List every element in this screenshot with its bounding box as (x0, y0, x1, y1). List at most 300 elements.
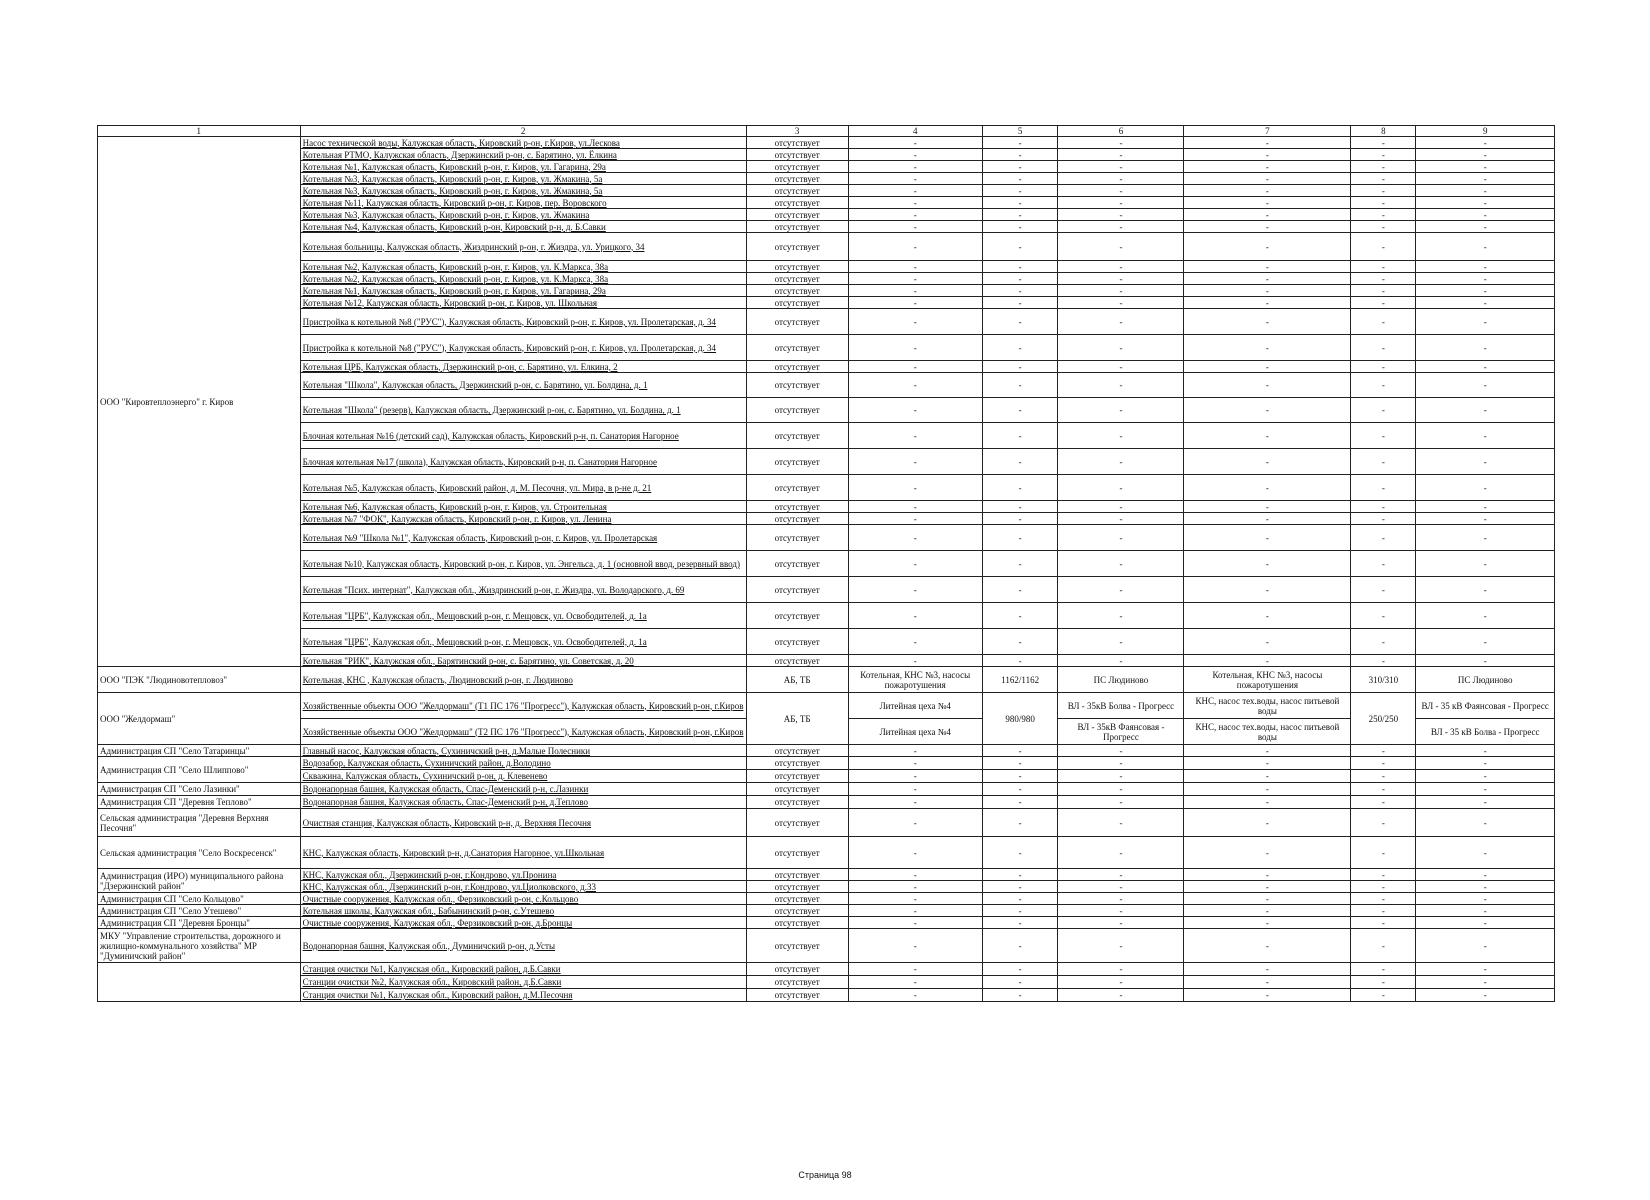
dash-cell: - (1351, 963, 1416, 976)
dash-cell: - (848, 233, 982, 261)
object-cell: Котельная №9 "Школа №1", Калужская область, Кировский р-он, г. Киров, ул. Пролетарская (300, 525, 746, 551)
dash-cell: - (1351, 881, 1416, 893)
dash-cell: - (1184, 309, 1351, 335)
dash-cell: - (848, 963, 982, 976)
object-cell: Очистная станция, Калужская область, Кировский р-н, д. Верхняя Песочня (300, 809, 746, 837)
dash-cell: - (1058, 770, 1184, 783)
dash-cell: - (1351, 603, 1416, 629)
dash-cell: - (1351, 398, 1416, 423)
dash-cell: - (1058, 161, 1184, 173)
dash-cell: - (1058, 335, 1184, 361)
dash-cell: - (982, 398, 1058, 423)
dash-cell: - (1184, 475, 1351, 501)
dash-cell: - (848, 893, 982, 905)
dash-cell: - (1416, 309, 1555, 335)
dash-cell: - (1351, 809, 1416, 837)
dash-cell: - (982, 745, 1058, 757)
table-row (98, 693, 1555, 719)
object-cell: Блочная котельная №17 (школа), Калужская область, Кировский р-н, п. Санатория Нагорное (300, 449, 746, 475)
object-cell: Котельная школы, Калужская обл., Бабынинский р-он, с.Утешево (300, 905, 746, 917)
dash-cell: - (1058, 917, 1184, 929)
dash-cell: - (1058, 137, 1184, 149)
dash-cell: - (982, 513, 1058, 525)
dash-cell: - (1416, 757, 1555, 770)
dash-cell: - (982, 209, 1058, 221)
owner-cell: МКУ "Управление строительства, дорожного и жилищно-коммунального хозяйства" МР "Думиничский район" (98, 929, 301, 963)
owner-cell: ООО "Желдормаш" (98, 693, 301, 745)
dash-cell: - (848, 976, 982, 989)
table-row (98, 989, 1555, 1002)
col-header: 6 (1058, 126, 1184, 137)
dash-cell: - (982, 783, 1058, 796)
dash-cell: - (982, 603, 1058, 629)
object-cell: Хозяйственные объекты ООО "Желдормаш" (Т1 ПС 176 "Прогресс"), Калужская область, Кировский р-он, г.Киров (300, 693, 746, 719)
dash-cell: - (1416, 501, 1555, 513)
dash-cell: - (1351, 233, 1416, 261)
col6-cell: ВЛ - 35кВ Фаянсовая - Прогресс (1058, 719, 1184, 745)
page-number: Страница 98 (798, 1170, 852, 1180)
dash-cell: - (982, 963, 1058, 976)
dash-cell: - (1184, 373, 1351, 398)
dash-cell: - (982, 881, 1058, 893)
object-cell: Насос технической воды, Калужская область, Кировский р-он, г.Киров, ул.Лескова (300, 137, 746, 149)
dash-cell: - (1416, 905, 1555, 917)
reserve-cell: отсутствует (746, 837, 848, 869)
dash-cell: - (982, 796, 1058, 809)
dash-cell: - (982, 809, 1058, 837)
dash-cell: - (848, 809, 982, 837)
reserve-cell: отсутствует (746, 757, 848, 770)
object-cell: Котельная больницы, Калужская область, Жиздринский р-он, г. Жиздра, ул. Урицкого, 34 (300, 233, 746, 261)
dash-cell: - (1058, 297, 1184, 309)
col-header: 7 (1184, 126, 1351, 137)
dash-cell: - (982, 929, 1058, 963)
dash-cell: - (1184, 221, 1351, 233)
dash-cell: - (848, 185, 982, 197)
dash-cell: - (848, 373, 982, 398)
reserve-cell: отсутствует (746, 783, 848, 796)
dash-cell: - (1416, 261, 1555, 273)
dash-cell: - (1416, 869, 1555, 881)
object-cell: Водонапорная башня, Калужская обл., Думиничский р-он, д.Усты (300, 929, 746, 963)
dash-cell: - (1184, 273, 1351, 285)
dash-cell: - (1351, 577, 1416, 603)
dash-cell: - (848, 917, 982, 929)
dash-cell: - (848, 149, 982, 161)
dash-cell: - (848, 929, 982, 963)
dash-cell: - (1058, 501, 1184, 513)
dash-cell: - (1351, 525, 1416, 551)
dash-cell: - (1351, 449, 1416, 475)
table-row (98, 475, 1555, 501)
dash-cell: - (1184, 297, 1351, 309)
dash-cell: - (1058, 423, 1184, 449)
dash-cell: - (1416, 173, 1555, 185)
reserve-cell: отсутствует (746, 989, 848, 1002)
table-row (98, 361, 1555, 373)
table-row (98, 893, 1555, 905)
dash-cell: - (1416, 963, 1555, 976)
col8-cell: 250/250 (1351, 693, 1416, 745)
dash-cell: - (982, 905, 1058, 917)
dash-cell: - (848, 261, 982, 273)
dash-cell: - (848, 361, 982, 373)
dash-cell: - (1058, 197, 1184, 209)
dash-cell: - (1184, 209, 1351, 221)
reserve-cell: отсутствует (746, 373, 848, 398)
table-row (98, 285, 1555, 297)
col6-cell: ПС Людиново (1058, 667, 1184, 693)
table-row (98, 667, 1555, 693)
dash-cell: - (848, 577, 982, 603)
dash-cell: - (1416, 603, 1555, 629)
dash-cell: - (1058, 783, 1184, 796)
dash-cell: - (1351, 273, 1416, 285)
dash-cell: - (1416, 917, 1555, 929)
dash-cell: - (982, 501, 1058, 513)
table-row (98, 869, 1555, 881)
table-row (98, 837, 1555, 869)
table-row (98, 261, 1555, 273)
dash-cell: - (848, 398, 982, 423)
reserve-cell: отсутствует (746, 309, 848, 335)
dash-cell: - (1058, 173, 1184, 185)
dash-cell: - (1416, 273, 1555, 285)
dash-cell: - (1416, 525, 1555, 551)
reserve-cell: отсутствует (746, 770, 848, 783)
reserve-cell: отсутствует (746, 233, 848, 261)
dash-cell: - (982, 361, 1058, 373)
dash-cell: - (982, 449, 1058, 475)
table-row (98, 963, 1555, 976)
object-cell: Хозяйственные объекты ООО "Желдормаш" (Т2 ПС 176 "Прогресс"), Калужская область, Кировский р-он, г.Киров (300, 719, 746, 745)
dash-cell: - (1184, 796, 1351, 809)
dash-cell: - (982, 869, 1058, 881)
object-cell: Котельная "РИК", Калужская обл., Барятинский р-он, с. Барятино, ул. Советская, д. 20 (300, 655, 746, 667)
table-row (98, 577, 1555, 603)
reserve-cell: отсутствует (746, 335, 848, 361)
dash-cell: - (1058, 149, 1184, 161)
dash-cell: - (1058, 577, 1184, 603)
dash-cell: - (1184, 398, 1351, 423)
owner-cell: Администрация СП "Деревня Теплово" (98, 796, 301, 809)
dash-cell: - (1184, 757, 1351, 770)
dash-cell: - (848, 770, 982, 783)
dash-cell: - (1184, 603, 1351, 629)
reserve-cell: отсутствует (746, 261, 848, 273)
object-cell: Котельная ЦРБ, Калужская область, Дзержинский р-он, с. Барятино, ул. Елкина, 2 (300, 361, 746, 373)
dash-cell: - (848, 221, 982, 233)
object-cell: Котельная №12, Калужская область, Кировский р-он, г. Киров, ул. Школьная (300, 297, 746, 309)
table-row (98, 161, 1555, 173)
dash-cell: - (1058, 905, 1184, 917)
object-cell: Котельная №7 "ФОК", Калужская область, Кировский р-он, г. Киров, ул. Ленина (300, 513, 746, 525)
object-cell: Станции очистки №2, Калужская обл., Кировский район, д.Б.Савки (300, 976, 746, 989)
dash-cell: - (1416, 221, 1555, 233)
dash-cell: - (982, 261, 1058, 273)
table-row (98, 655, 1555, 667)
dash-cell: - (1184, 525, 1351, 551)
dash-cell: - (982, 551, 1058, 577)
dash-cell: - (982, 173, 1058, 185)
reserve-cell: отсутствует (746, 501, 848, 513)
dash-cell: - (1416, 398, 1555, 423)
dash-cell: - (848, 525, 982, 551)
reserve-cell: отсутствует (746, 745, 848, 757)
object-cell: Котельная №6, Калужская область, Кировский р-он, г. Киров, ул. Строительная (300, 501, 746, 513)
owner-cell: Администрация СП "Село Утешево" (98, 905, 301, 917)
dash-cell: - (1351, 161, 1416, 173)
object-cell: Пристройка к котельной №8 ("РУС"), Калужская область, Кировский р-он, г. Киров, ул. Пролетарская, д. 34 (300, 309, 746, 335)
dash-cell: - (1058, 976, 1184, 989)
dash-cell: - (1351, 297, 1416, 309)
dash-cell: - (1416, 423, 1555, 449)
table-row (98, 501, 1555, 513)
object-cell: Котельная "Школа" (резерв), Калужская область, Дзержинский р-он, с. Барятино, ул. Болдина, д. 1 (300, 398, 746, 423)
dash-cell: - (1184, 881, 1351, 893)
reserve-cell: отсутствует (746, 285, 848, 297)
dash-cell: - (982, 285, 1058, 297)
dash-cell: - (1184, 917, 1351, 929)
dash-cell: - (1058, 963, 1184, 976)
dash-cell: - (1184, 161, 1351, 173)
table-row (98, 209, 1555, 221)
owner-cell: ООО "ПЭК "Людиновотепловоз" (98, 667, 301, 693)
dash-cell: - (1058, 309, 1184, 335)
dash-cell: - (848, 137, 982, 149)
reserve-cell: отсутствует (746, 273, 848, 285)
reserve-cell: отсутствует (746, 297, 848, 309)
object-cell: Станция очистки №1, Калужская обл., Кировский район, д.М.Песочня (300, 989, 746, 1002)
dash-cell: - (848, 285, 982, 297)
dash-cell: - (1184, 285, 1351, 297)
dash-cell: - (1184, 869, 1351, 881)
dash-cell: - (1184, 449, 1351, 475)
dash-cell: - (982, 197, 1058, 209)
dash-cell: - (1058, 869, 1184, 881)
reserve-cell: отсутствует (746, 197, 848, 209)
dash-cell: - (1351, 837, 1416, 869)
dash-cell: - (1416, 185, 1555, 197)
object-cell: Котельная "ЦРБ", Калужская обл., Мещовский р-он, г. Мещовск, ул. Освободителей, д. 1а (300, 629, 746, 655)
reserve-cell: отсутствует (746, 398, 848, 423)
col-header: 2 (300, 126, 746, 137)
dash-cell: - (1184, 783, 1351, 796)
dash-cell: - (1058, 209, 1184, 221)
dash-cell: - (1184, 893, 1351, 905)
owner-cell: Администрация СП "Село Татаринцы" (98, 745, 301, 757)
dash-cell: - (848, 629, 982, 655)
table-row (98, 309, 1555, 335)
object-cell: Котельная РТМО, Калужская область, Дзержинский р-он, с. Барятино, ул. Ёлкина (300, 149, 746, 161)
dash-cell: - (1184, 501, 1351, 513)
dash-cell: - (1058, 881, 1184, 893)
dash-cell: - (1058, 449, 1184, 475)
dash-cell: - (982, 137, 1058, 149)
dash-cell: - (1058, 603, 1184, 629)
owner-cell: Сельская администрация "Село Воскресенск" (98, 837, 301, 869)
dash-cell: - (848, 655, 982, 667)
dash-cell: - (1416, 361, 1555, 373)
object-cell: Котельная "Школа", Калужская область, Дзержинский р-он, с. Барятино, ул. Болдина, д. 1 (300, 373, 746, 398)
dash-cell: - (1058, 551, 1184, 577)
dash-cell: - (1351, 757, 1416, 770)
dash-cell: - (982, 655, 1058, 667)
dash-cell: - (1184, 655, 1351, 667)
dash-cell: - (1058, 285, 1184, 297)
dash-cell: - (982, 917, 1058, 929)
reserve-cell: отсутствует (746, 551, 848, 577)
table-row (98, 137, 1555, 149)
dash-cell: - (1058, 893, 1184, 905)
dash-cell: - (1351, 173, 1416, 185)
table-row (98, 770, 1555, 783)
dash-cell: - (1058, 221, 1184, 233)
dash-cell: - (1416, 881, 1555, 893)
table-row (98, 398, 1555, 423)
dash-cell: - (1058, 475, 1184, 501)
dash-cell: - (1184, 976, 1351, 989)
dash-cell: - (1058, 745, 1184, 757)
dash-cell: - (1351, 209, 1416, 221)
object-cell: Котельная №3, Калужская область, Кировский р-он, г. Киров, ул. Жмакина, 5а (300, 173, 746, 185)
dash-cell: - (1351, 989, 1416, 1002)
table-row (98, 449, 1555, 475)
dash-cell: - (1416, 209, 1555, 221)
object-cell: Станция очистки №1, Калужская обл., Кировский район, д.Б.Савки (300, 963, 746, 976)
reserve-cell: отсутствует (746, 221, 848, 233)
reserve-cell: отсутствует (746, 475, 848, 501)
dash-cell: - (1416, 297, 1555, 309)
table-row (98, 233, 1555, 261)
table-row (98, 929, 1555, 963)
document-sheet (97, 125, 1555, 1002)
reserve-cell: отсутствует (746, 881, 848, 893)
table-row (98, 173, 1555, 185)
dash-cell: - (1351, 655, 1416, 667)
object-cell: Котельная №1, Калужская область, Кировский р-он, г. Киров, ул. Гагарина, 29а (300, 285, 746, 297)
dash-cell: - (1416, 893, 1555, 905)
dash-cell: - (848, 513, 982, 525)
dash-cell: - (1058, 837, 1184, 869)
dash-cell: - (1351, 917, 1416, 929)
dash-cell: - (1351, 501, 1416, 513)
dash-cell: - (982, 221, 1058, 233)
dash-cell: - (1058, 373, 1184, 398)
dash-cell: - (1058, 655, 1184, 667)
dash-cell: - (982, 233, 1058, 261)
reserve-cell: отсутствует (746, 893, 848, 905)
object-cell: Котельная №3, Калужская область, Кировский р-он, г. Киров, ул. Жмакина (300, 209, 746, 221)
dash-cell: - (848, 335, 982, 361)
col8-cell: 310/310 (1351, 667, 1416, 693)
dash-cell: - (1184, 173, 1351, 185)
dash-cell: - (1184, 905, 1351, 917)
owner-cell: Администрация (ИРО) муниципального района "Дзержинский район" (98, 869, 301, 893)
dash-cell: - (982, 373, 1058, 398)
reserve-cell: отсутствует (746, 929, 848, 963)
dash-cell: - (848, 745, 982, 757)
dash-cell: - (1184, 963, 1351, 976)
col-header: 3 (746, 126, 848, 137)
reserve-cell: отсутствует (746, 655, 848, 667)
reserve-cell: АБ, ТБ (746, 693, 848, 745)
col4-cell: Литейная цеха №4 (848, 693, 982, 719)
table-row (98, 905, 1555, 917)
dash-cell: - (848, 209, 982, 221)
dash-cell: - (1058, 929, 1184, 963)
table-row (98, 373, 1555, 398)
owner-cell: Администрация СП "Деревня Бронцы" (98, 917, 301, 929)
col4-cell: Литейная цеха №4 (848, 719, 982, 745)
dash-cell: - (1416, 197, 1555, 209)
dash-cell: - (1351, 475, 1416, 501)
dash-cell: - (1184, 335, 1351, 361)
dash-cell: - (1184, 185, 1351, 197)
dash-cell: - (1416, 335, 1555, 361)
dash-cell: - (982, 577, 1058, 603)
dash-cell: - (1416, 137, 1555, 149)
dash-cell: - (982, 185, 1058, 197)
dash-cell: - (1416, 551, 1555, 577)
dash-cell: - (1184, 361, 1351, 373)
dash-cell: - (1416, 745, 1555, 757)
table-row (98, 629, 1555, 655)
reserve-cell: отсутствует (746, 963, 848, 976)
dash-cell: - (1058, 361, 1184, 373)
object-cell: Блочная котельная №16 (детский сад), Калужская область, Кировский р-н, п. Санатория Нагорное (300, 423, 746, 449)
table-row (98, 881, 1555, 893)
dash-cell: - (1184, 551, 1351, 577)
object-cell: Котельная "Псих. интернат", Калужская обл., Жиздринский р-он, г. Жиздра, ул. Володарского, д. 69 (300, 577, 746, 603)
table-row (98, 525, 1555, 551)
object-cell: Котельная "ЦРБ", Калужская обл., Мещовский р-он, г. Мещовск, ул. Освободителей, д. 1а (300, 603, 746, 629)
reserve-cell: отсутствует (746, 423, 848, 449)
dash-cell: - (1416, 629, 1555, 655)
col7-cell: Котельная, КНС №3, насосы пожаротушения (1184, 667, 1351, 693)
dash-cell: - (1058, 233, 1184, 261)
table-row (98, 221, 1555, 233)
owner-cell: Администрация СП "Село Кольцово" (98, 893, 301, 905)
dash-cell: - (1058, 629, 1184, 655)
table-row (98, 976, 1555, 989)
reserve-cell: отсутствует (746, 137, 848, 149)
reserve-cell: отсутствует (746, 796, 848, 809)
object-cell: Котельная, КНС , Калужская область, Людиновский р-он, г. Людиново (300, 667, 746, 693)
dash-cell: - (1058, 525, 1184, 551)
reserve-cell: отсутствует (746, 149, 848, 161)
dash-cell: - (982, 273, 1058, 285)
table-row (98, 149, 1555, 161)
owner-cell (98, 963, 301, 1002)
dash-cell: - (1058, 757, 1184, 770)
table-row (98, 917, 1555, 929)
dash-cell: - (1351, 976, 1416, 989)
dash-cell: - (1416, 161, 1555, 173)
data-table (97, 125, 1555, 1002)
col4-cell: Котельная, КНС №3, насосы пожаротушения (848, 667, 982, 693)
object-cell: Котельная №11, Калужская область, Кировский р-он, г. Киров, пер. Воровского (300, 197, 746, 209)
dash-cell: - (848, 757, 982, 770)
reserve-cell: отсутствует (746, 809, 848, 837)
dash-cell: - (848, 423, 982, 449)
reserve-cell: отсутствует (746, 603, 848, 629)
dash-cell: - (982, 297, 1058, 309)
dash-cell: - (1351, 905, 1416, 917)
dash-cell: - (1184, 629, 1351, 655)
dash-cell: - (1351, 149, 1416, 161)
reserve-cell: отсутствует (746, 917, 848, 929)
